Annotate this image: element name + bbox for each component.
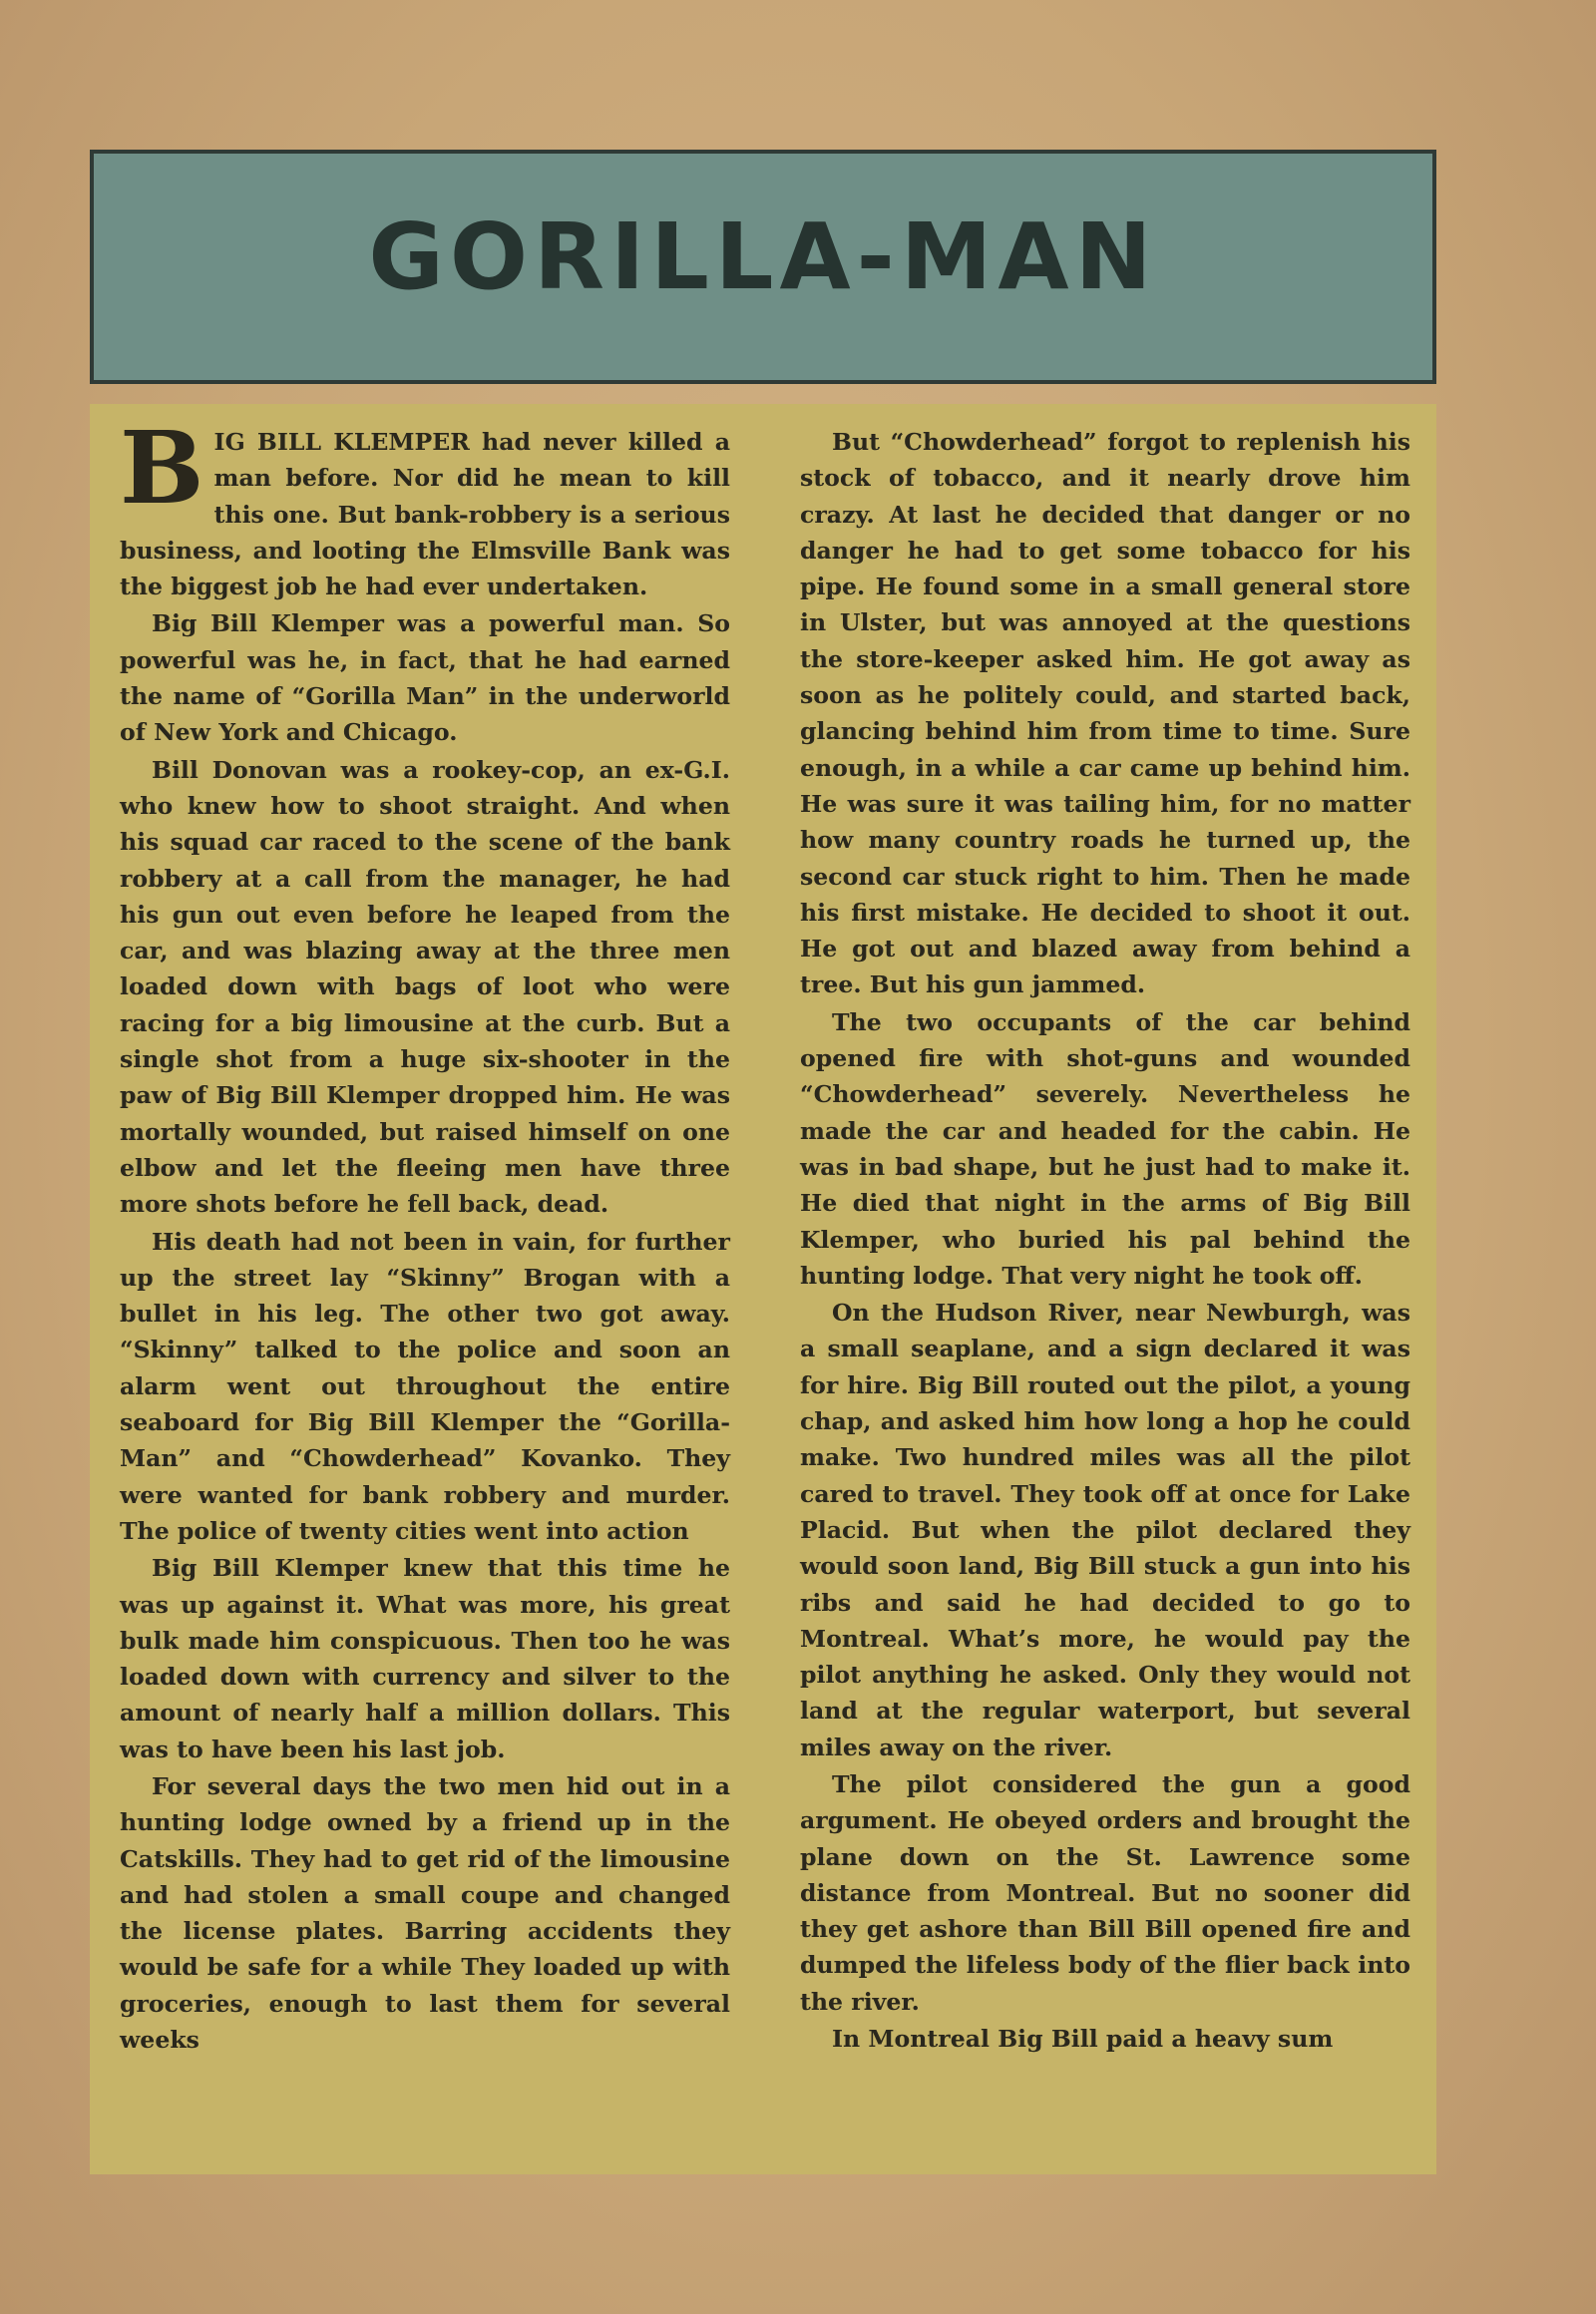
title-banner — [90, 150, 1436, 384]
paragraph: Big Bill Klemper was a powerful man. So powerful was he, in fact, that he had earned the name of “Gorilla Man” in the underworld of New York and Chicago. — [120, 609, 730, 747]
paragraph: His death had not been in vain, for further up the street lay “Skinny” Brogan with a bullet in his leg. The other two got away. “Skinny” talked to the police and soon an alarm went out throughout the entire seaboard for Big Bill Klemper the “Gorilla-Man” and “Chowderhead” Kovanko. They were wanted for bank robbery and murder. The police of twenty cities went into action — [120, 1227, 730, 1545]
right-column — [800, 424, 1410, 2058]
paragraph: Bill Donovan was a rookey-cop, an ex-G.I. who knew how to shoot straight. And when his squad car raced to the scene of the bank robbery at a call from the manager, he had his gun out even before he leaped from the car, and was blazing away at the three men loaded down with bags of loot who were racing for a big limousine at the curb. But a single shot from a huge six-shooter in the paw of Big Bill Klemper dropped him. He was mortally wounded, but raised himself on one elbow and let the fleeing men have three more shots before he fell back, dead. — [120, 755, 730, 1219]
paragraph: BIG BILL KLEMPER had never killed a man before. Nor did he mean to kill this one. But bank-robbery is a serious business, and looting the Elmsville Bank was the biggest job he had ever undertaken. — [120, 409, 730, 601]
story-title: GORILLA-MAN — [368, 203, 1158, 310]
paragraph: In Montreal Big Bill paid a heavy sum — [832, 2025, 1334, 2054]
paragraph: On the Hudson River, near Newburgh, was a small seaplane, and a sign declared it was for hire. Big Bill routed out the pilot, a young chap, and asked him how long a hop he could make. Two hundred miles was all the pilot cared to travel. They took off at once for Lake Placid. But when the pilot declared they would soon land, Big Bill stuck a gun into his ribs and said he had decided to go to Montreal. What’s more, he would pay the pilot anything he asked. Only they would not land at the regular waterport, but several miles away on the river. — [800, 1299, 1410, 1761]
paragraph: Big Bill Klemper knew that this time he was up against it. What was more, his great bulk made him conspicuous. Then too he was loaded down with currency and silver to the amount of nearly half a million dollars. This was to have been his last job. — [120, 1554, 730, 1763]
paragraph: The two occupants of the car behind opened fire with shot-guns and wounded “Chowderhead” severely. Nevertheless he made the car and headed for the cabin. He was in bad shape, but he just had to make it. He died that night in the arms of Big Bill Klemper, who buried his pal behind the hunting lodge. That very night he took off. — [800, 1007, 1410, 1290]
left-column — [120, 409, 730, 2059]
story-text-panel — [90, 404, 1436, 2174]
drop-cap: B — [120, 409, 204, 527]
paragraph: For several days the two men hid out in a hunting lodge owned by a friend up in the Catskills. They had to get rid of the limousine and had stolen a small coupe and changed the license plates. Barring accidents they would be safe for a while They loaded up with groceries, enough to last them for several weeks — [120, 1771, 730, 2055]
paragraph: The pilot considered the gun a good argument. He obeyed orders and brought the plane down on the St. Lawrence some distance from Montreal. But no sooner did they get ashore than Bill Bill opened fire and dumped the lifeless body of the flier back into the river. — [800, 1769, 1410, 2016]
paragraph: But “Chowderhead” forgot to replenish his stock of tobacco, and it nearly drove him crazy. At last he decided that danger or no danger he had to get some tobacco for his pipe. He found some in a small general store in Ulster, but was annoyed at the questions the store-keeper asked him. He got away as soon as he politely could, and started back, glancing behind him from time to time. Sure enough, in a while a car came up behind him. He was sure it was tailing him, for no matter how many country roads he turned up, the second car stuck right to him. Then he made his first mistake. He decided to shoot it out. He got out and blazed away from behind a tree. But his gun jammed. — [800, 428, 1410, 999]
